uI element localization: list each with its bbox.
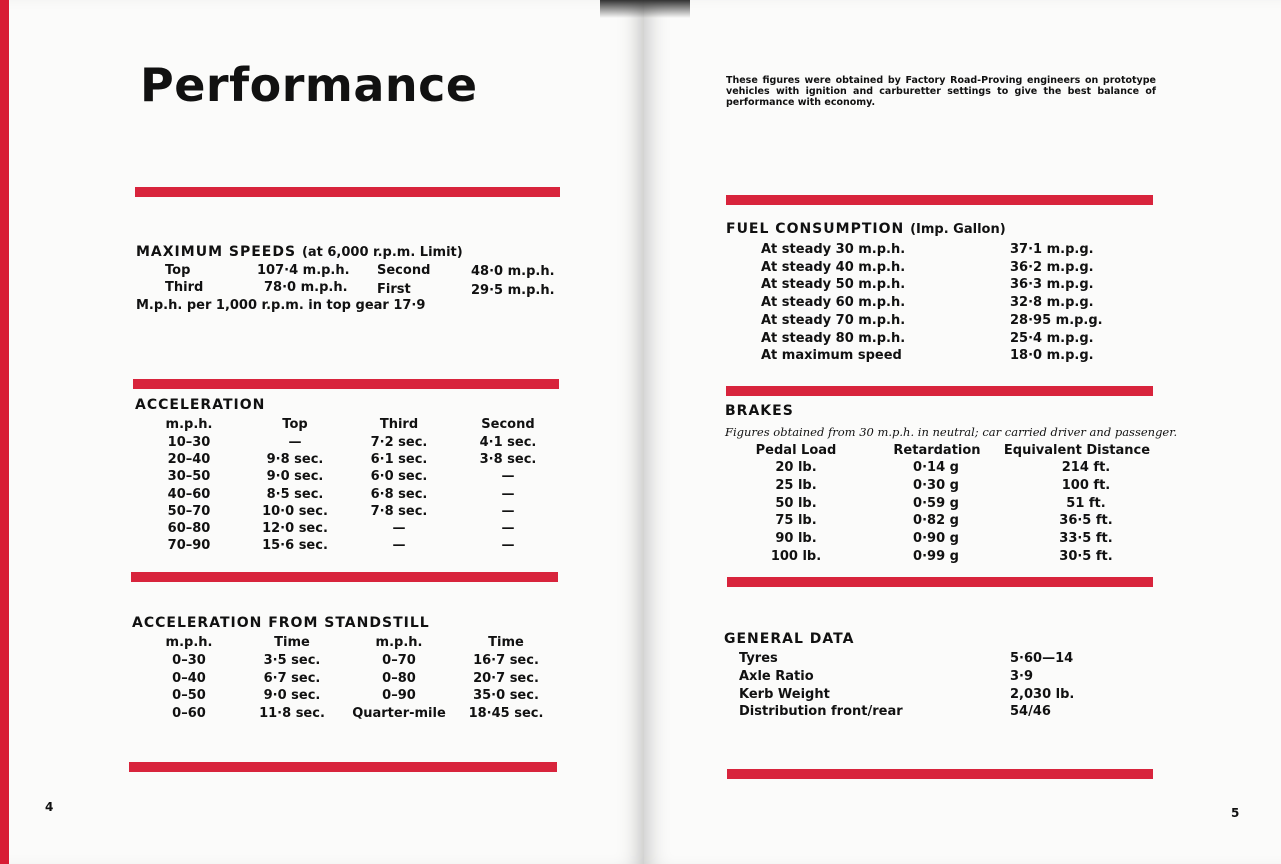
fuel-value: 36·2 m.p.g.: [1010, 259, 1094, 275]
gear-label: Third: [165, 280, 204, 295]
distance-cell: 214 ft.: [1061, 460, 1111, 475]
general-label: Axle Ratio: [739, 668, 814, 684]
gear-label: Second: [377, 263, 431, 278]
mph-cell: 70–90: [167, 538, 211, 554]
third-gear-cell: —: [392, 538, 406, 554]
third-gear-cell: 7·8 sec.: [370, 503, 428, 519]
mph-cell: 0–50: [172, 688, 206, 704]
fuel-value: 18·0 m.p.g.: [1010, 348, 1094, 364]
divider-bar: [727, 769, 1153, 779]
gear-label: First: [377, 282, 411, 297]
mph-cell: 40–60: [167, 486, 211, 502]
mph-cell: 30–50: [167, 469, 211, 485]
fuel-condition: At steady 30 m.p.h.: [761, 242, 906, 257]
mph-cell: 0–70: [382, 653, 416, 668]
brakes-heading: BRAKES: [725, 403, 794, 419]
pedal-load-cell: 20 lb.: [775, 460, 817, 475]
third-gear-cell: 6·0 sec.: [370, 469, 428, 485]
fuel-condition: At steady 60 m.p.h.: [761, 295, 906, 311]
distance-cell: 36·5 ft.: [1059, 513, 1113, 529]
fuel-heading: FUEL CONSUMPTION (Imp. Gallon): [726, 221, 1006, 237]
time-cell: 3·5 sec.: [263, 653, 321, 668]
top-gear-cell: 9·8 sec.: [266, 452, 324, 468]
divider-bar: [727, 577, 1153, 587]
fuel-condition: At steady 80 m.p.h.: [761, 330, 906, 346]
fuel-condition: At steady 70 m.p.h.: [761, 312, 906, 328]
second-gear-cell: —: [501, 503, 515, 519]
pedal-load-cell: 50 lb.: [775, 495, 817, 511]
general-label: Tyres: [739, 651, 778, 666]
speed-value: 107·4 m.p.h.: [257, 263, 350, 278]
mph-cell: 0–40: [172, 670, 206, 686]
top-gear-cell: 10·0 sec.: [262, 503, 328, 519]
pedal-load-cell: 25 lb.: [775, 477, 817, 493]
intro-paragraph: These figures were obtained by Factory Road-Proving engineers on prototype vehicles with ignition and carburetter settings to give the best balance of performance with economy.: [726, 75, 1156, 108]
retardation-cell: 0·99 g: [913, 549, 959, 564]
pedal-load-cell: 75 lb.: [775, 513, 817, 529]
second-gear-cell: 4·1 sec.: [479, 435, 537, 450]
top-gear-cell: 9·0 sec.: [266, 469, 324, 485]
mph-cell: 0–90: [382, 688, 416, 704]
max-speeds-footnote: M.p.h. per 1,000 r.p.m. in top gear 17·9: [136, 298, 426, 313]
top-gear-cell: —: [288, 435, 302, 450]
divider-bar: [726, 386, 1153, 396]
fuel-condition: At steady 40 m.p.h.: [761, 259, 906, 275]
column-header: Top: [282, 417, 308, 432]
mph-cell: 10–30: [167, 435, 211, 450]
mph-cell: 60–80: [167, 521, 211, 536]
page-number: 4: [45, 800, 54, 814]
third-gear-cell: 6·1 sec.: [370, 452, 428, 468]
general-label: Kerb Weight: [739, 686, 830, 702]
general-value: 3·9: [1010, 668, 1034, 684]
time-cell: 9·0 sec.: [263, 688, 321, 704]
general-value: 5·60—14: [1010, 651, 1074, 666]
time-cell: 11·8 sec.: [259, 706, 325, 722]
column-header: Retardation: [893, 443, 981, 458]
pedal-load-cell: 100 lb.: [770, 549, 822, 564]
mph-cell: Quarter-mile: [352, 706, 446, 722]
time-cell: 18·45 sec.: [468, 706, 544, 722]
third-gear-cell: 6·8 sec.: [370, 486, 428, 502]
second-gear-cell: —: [501, 521, 515, 536]
brakes-note: Figures obtained from 30 m.p.h. in neutral; car carried driver and passenger.: [725, 425, 1178, 439]
time-cell: 16·7 sec.: [473, 653, 539, 668]
general-data-heading: GENERAL DATA: [724, 631, 855, 647]
divider-bar: [131, 572, 558, 582]
general-value: 54/46: [1010, 704, 1051, 720]
column-header: Third: [379, 417, 419, 432]
standstill-heading: ACCELERATION FROM STANDSTILL: [132, 615, 430, 631]
binding-shadow: [600, 0, 690, 18]
right-page: [644, 0, 1281, 864]
general-label: Distribution front/rear: [739, 704, 903, 720]
mph-cell: 0–60: [172, 706, 206, 722]
top-gear-cell: 8·5 sec.: [266, 486, 324, 502]
mph-cell: 0–30: [172, 653, 206, 668]
divider-bar: [129, 762, 557, 772]
time-cell: 35·0 sec.: [473, 688, 539, 704]
gear-label: Top: [165, 263, 191, 278]
fuel-value: 28·95 m.p.g.: [1010, 312, 1103, 328]
page-title: Performance: [140, 58, 478, 112]
time-cell: 6·7 sec.: [263, 670, 321, 686]
column-header: Equivalent Distance: [1003, 443, 1151, 458]
max-speeds-heading: MAXIMUM SPEEDS (at 6,000 r.p.m. Limit): [136, 244, 463, 260]
fuel-value: 32·8 m.p.g.: [1010, 295, 1094, 311]
column-header: m.p.h.: [375, 635, 423, 650]
column-header: m.p.h.: [165, 417, 213, 432]
retardation-cell: 0·59 g: [913, 495, 959, 511]
pedal-load-cell: 90 lb.: [775, 531, 817, 547]
column-header: Second: [481, 417, 535, 432]
distance-cell: 100 ft.: [1061, 477, 1111, 493]
second-gear-cell: 3·8 sec.: [479, 452, 537, 468]
speed-value: 29·5 m.p.h.: [471, 283, 555, 298]
fuel-value: 25·4 m.p.g.: [1010, 330, 1094, 346]
third-gear-cell: —: [392, 521, 406, 536]
retardation-cell: 0·14 g: [913, 460, 959, 475]
column-header: Time: [488, 635, 524, 650]
distance-cell: 51 ft.: [1066, 495, 1106, 511]
retardation-cell: 0·82 g: [913, 513, 959, 529]
top-gear-cell: 12·0 sec.: [262, 521, 328, 536]
third-gear-cell: 7·2 sec.: [370, 435, 428, 450]
speed-value: 48·0 m.p.h.: [471, 264, 555, 279]
column-header: m.p.h.: [165, 635, 213, 650]
speed-value: 78·0 m.p.h.: [264, 280, 348, 295]
retardation-cell: 0·90 g: [913, 531, 959, 547]
retardation-cell: 0·30 g: [913, 477, 959, 493]
mph-cell: 20–40: [167, 452, 211, 468]
top-gear-cell: 15·6 sec.: [262, 538, 328, 554]
mph-cell: 0–80: [382, 670, 416, 686]
distance-cell: 30·5 ft.: [1059, 549, 1113, 564]
acceleration-heading: ACCELERATION: [135, 397, 266, 413]
divider-bar: [133, 379, 559, 389]
page-number: 5: [1231, 806, 1240, 820]
fuel-value: 37·1 m.p.g.: [1010, 242, 1094, 257]
general-value: 2,030 lb.: [1010, 686, 1075, 702]
column-header: Pedal Load: [755, 443, 837, 458]
time-cell: 20·7 sec.: [473, 670, 539, 686]
mph-cell: 50–70: [167, 503, 211, 519]
fuel-condition: At maximum speed: [761, 348, 902, 364]
divider-bar: [726, 195, 1153, 205]
second-gear-cell: —: [501, 469, 515, 485]
second-gear-cell: —: [501, 538, 515, 554]
second-gear-cell: —: [501, 486, 515, 502]
divider-bar: [135, 187, 560, 197]
left-page: [9, 0, 644, 864]
fuel-condition: At steady 50 m.p.h.: [761, 277, 906, 293]
fuel-value: 36·3 m.p.g.: [1010, 277, 1094, 293]
distance-cell: 33·5 ft.: [1059, 531, 1113, 547]
column-header: Time: [274, 635, 310, 650]
